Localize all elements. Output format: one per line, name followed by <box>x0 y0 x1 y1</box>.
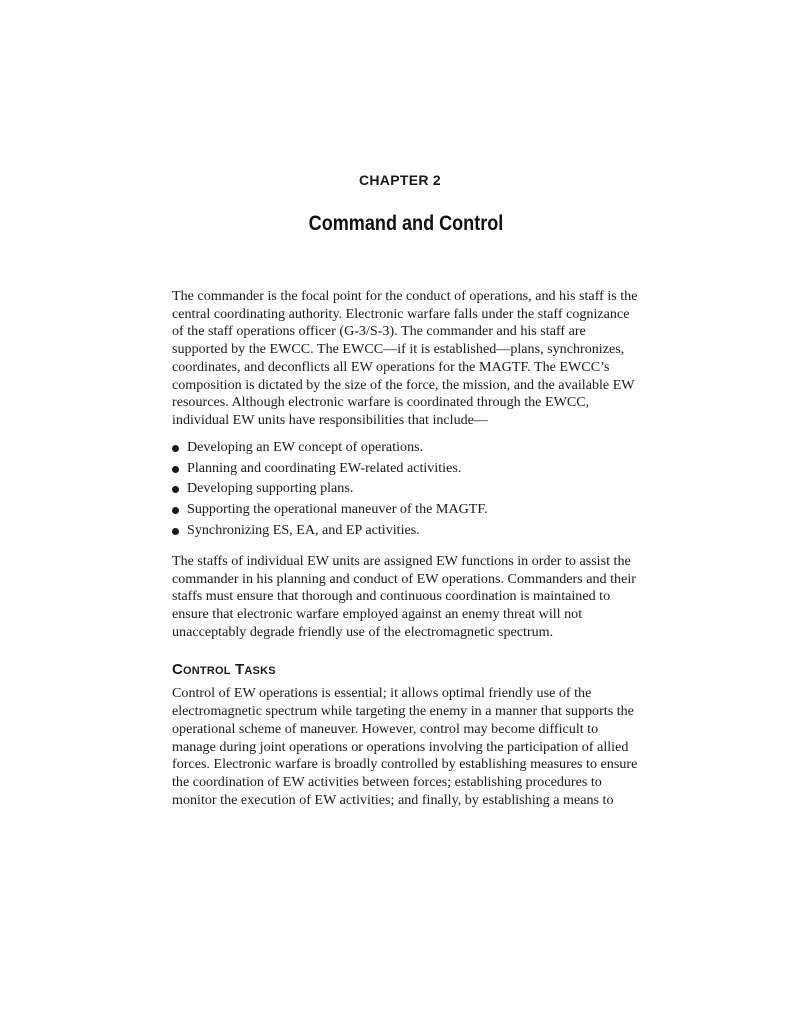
chapter-label: CHAPTER 2 <box>358 172 442 188</box>
body-text <box>172 288 642 809</box>
list-item <box>172 439 642 457</box>
list-item-text: Supporting the operational maneuver of the MAGTF. <box>187 501 488 518</box>
chapter-title: Command and Control <box>308 212 504 235</box>
list-item-text: Developing an EW concept of operations. <box>187 438 424 455</box>
bullet-icon <box>172 486 179 493</box>
staff-paragraph: The staffs of individual EW units are assigned EW functions in order to assist the commander in his planning and conduct of EW operations. Commanders and their staffs must ensure that thorough and continuous coordination is maintained to ensure that electronic warfare employed against an enemy threat will not unacceptably degrade friendly use of the electromagnetic spectrum. <box>172 552 636 640</box>
intro-paragraph: The commander is the focal point for the conduct of operations, and his staff is the central coordinating authority. Electronic warfare falls under the staff cognizance of the staff operations officer (G-3/S-3). The commander and his staff are supported by the EWCC. The EWCC—if it is established—plans, synchronizes, coordinates, and deconflicts all EW operations for the MAGTF. The EWCC’s composition is dictated by the size of the force, the mission, and the available EW resources. Although electronic warfare is coordinated through the EWCC, individual EW units have responsibilities that include— <box>172 288 638 428</box>
list-item <box>172 460 642 478</box>
bullet-icon <box>172 528 179 535</box>
bullet-icon <box>172 466 179 473</box>
control-tasks-paragraph: Control of EW operations is essential; it allows optimal friendly use of the electromagnetic spectrum while targeting the enemy in a manner that supports the operational scheme of maneuver. However, control may become difficult to manage during joint operations or operations involving the participation of allied forces. Electronic warfare is broadly controlled by establishing measures to ensure the coordination of EW activities between forces; establishing procedures to monitor the execution of EW activities; and finally, by establishing a means to <box>172 685 638 808</box>
list-item-text: Developing supporting plans. <box>187 480 354 497</box>
list-item-text: Synchronizing ES, EA, and EP activities. <box>187 522 420 539</box>
list-item-text: Planning and coordinating EW-related activities. <box>187 459 462 476</box>
section-heading: Control Tasks <box>172 661 276 679</box>
list-item <box>172 522 642 540</box>
list-item <box>172 501 642 519</box>
list-item <box>172 480 642 498</box>
responsibilities-list <box>172 439 642 540</box>
bullet-icon <box>172 445 179 452</box>
bullet-icon <box>172 507 179 514</box>
